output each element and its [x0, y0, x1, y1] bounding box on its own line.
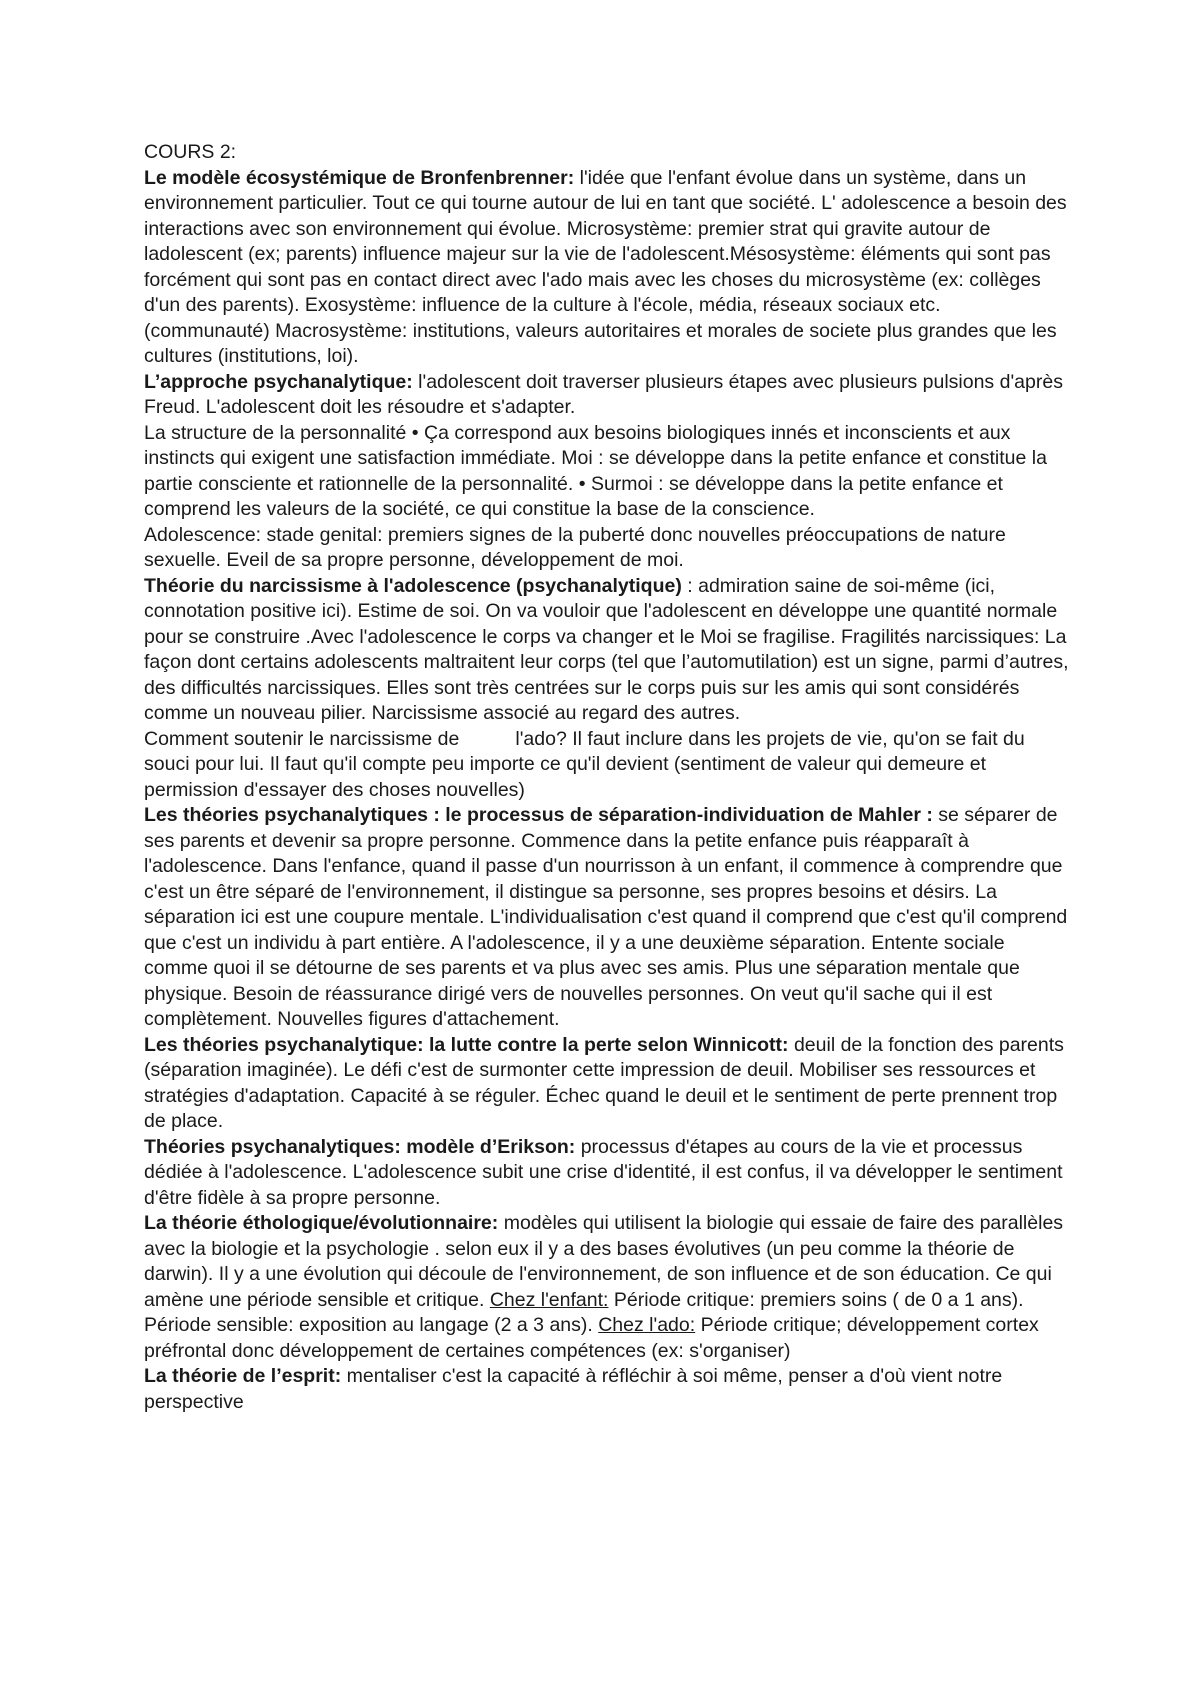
text-ethologique-2: Période critique: premiers soins ( de 0 a 1 ans). Période sensible: exposition au langage (2 a 3 ans).: [144, 1288, 1024, 1336]
paragraph-soutenir-narcissisme: [144, 727, 1069, 804]
text-winnicott: deuil de la fonction des parents (séparation imaginée). Le défi c'est de surmonter cette impression de deuil. Mobiliser ses ressources et stratégies d'adaptation. Capacité à se réguler. Échec quand le deuil et le sentiment de perte prennent trop de place.: [144, 1033, 1064, 1132]
paragraph-psychanalytique: [144, 370, 1069, 421]
heading-ethologique: La théorie éthologique/évolutionnaire:: [144, 1212, 499, 1234]
heading-theorie-esprit: La théorie de l’esprit:: [144, 1365, 342, 1387]
heading-erikson: Théories psychanalytiques: modèle d’Erikson:: [144, 1135, 576, 1158]
document-title: COURS 2:: [144, 141, 237, 163]
paragraph-erikson: [144, 1135, 1069, 1212]
heading-mahler: Les théories psychanalytiques : le processus de séparation-individuation de Mahler :: [144, 804, 933, 826]
heading-narcissisme: Théorie du narcissisme à l'adolescence (psychanalytique): [144, 574, 682, 597]
paragraph-theorie-esprit: [144, 1364, 1069, 1415]
underline-chez-enfant: Chez l'enfant:: [489, 1288, 609, 1311]
text-mahler: se séparer de ses parents et devenir sa propre personne. Commence dans la petite enfance puis réapparaît à l'adolescence. Dans l'enfance, quand il passe d'un nourrisson à un enfant, il commence à comprendre que c'est un être séparé de l'environnement, il distingue sa personne, ses propres besoins et désirs. La séparation ici est une coupure mentale. L'individualisation c'est quand il comprend que c'est qu'il comprend que c'est un individu à part entière. A l'adolescence, il y a une deuxième séparation. Entente sociale comme quoi il se détourne de ses parents et va plus avec ses amis. Plus une séparation mentale que physique. Besoin de réassurance dirigé vers de nouvelles personnes. On veut qu'il sache qui il est complètement. Nouvelles figures d'attachement.: [144, 804, 1068, 1030]
paragraph-structure-personnalite: La structure de la personnalité • Ça correspond aux besoins biologiques innés et inconscients et aux instincts qui exigent une satisfaction immédiate. Moi : se développe dans la petite enfance et constitue la partie consciente et rationnelle de la personnalité. • Surmoi : se développe dans la petite enfance et comprend les valeurs de la société, ce qui constitue la base de la conscience.: [144, 421, 1047, 520]
heading-bronfenbrenner: Le modèle écosystémique de Bronfenbrenner:: [144, 166, 575, 189]
paragraph-ethologique: [144, 1211, 1069, 1364]
document-page: [144, 140, 1069, 1415]
paragraph-winnicott: [144, 1033, 1069, 1135]
underline-chez-ado: Chez l'ado:: [598, 1314, 696, 1336]
text-bronfenbrenner: l'idée que l'enfant évolue dans un système, dans un environnement particulier. Tout ce qui tourne autour de lui en tant que société. L' adolescence a besoin des interactions avec son environnement qui évolue. Microsystème: premier strat qui gravite autour de ladolescent (ex; parents) influence majeur sur la vie de l'adolescent.Mésosystème: éléments qui sont pas forcément qui sont pas en contact direct avec l'ado mais avec les choses du microsystème (ex: collèges d'un des parents). Exosystème: influence de la culture à l'école, média, réseaux sociaux etc. (communauté) Macrosystème: institutions, valeurs autoritaires et morales de societe plus grandes que les cultures (institutions, loi).: [144, 166, 1067, 367]
heading-winnicott: Les théories psychanalytique: la lutte contre la perte selon Winnicott:: [144, 1033, 789, 1056]
text-narcissisme: : admiration saine de soi-même (ici, connotation positive ici). Estime de soi. On va vouloir que l'adolescent en développe une quantité normale pour se construire .Avec l'adolescence le corps va changer et le Moi se fragilise. Fragilités narcissiques: La façon dont certains adolescents maltraitent leur corps (tel que l’automutilation) est un signe, parmi d’autres, des difficultés narcissiques. Elles sont très centrées sur le corps puis sur les amis qui sont considérés comme un nouveau pilier. Narcissisme associé au regard des autres.: [144, 574, 1069, 724]
text-soutenir-b: l'ado? Il faut inclure dans les projets de vie, qu'on se fait du souci pour lui. Il faut qu'il compte peu importe ce qu'il devient (sentiment de valeur qui demeure et permission d'essayer des choses nouvelles): [144, 727, 1025, 801]
heading-psychanalytique: L’approche psychanalytique:: [144, 370, 413, 393]
paragraph-narcissisme: [144, 574, 1069, 727]
text-ethologique-3: Période critique; développement cortex préfrontal donc développement de certaines compétences (ex: s'organiser): [144, 1314, 1039, 1362]
text-ethologique: modèles qui utilisent la biologie qui essaie de faire des parallèles avec la biologie et la psychologie . selon eux il y a des bases évolutives (un peu comme la théorie de darwin). Il y a une évolution qui découle de l'environnement, de son influence et de son éducation. Ce qui amène une période sensible et critique.: [144, 1212, 1064, 1311]
text-psychanalytique: l'adolescent doit traverser plusieurs étapes avec plusieurs pulsions d'après Freud. L'adolescent doit les résoudre et s'adapter.: [144, 370, 1063, 418]
text-soutenir-a: Comment soutenir le narcissisme de: [144, 727, 460, 750]
text-erikson: processus d'étapes au cours de la vie et processus dédiée à l'adolescence. L'adolescence subit une crise d'identité, il est confus, il va développer le sentiment d'être fidèle à sa propre personne.: [144, 1135, 1063, 1209]
paragraph-adolescence: Adolescence: stade genital: premiers signes de la puberté donc nouvelles préoccupations de nature sexuelle. Eveil de sa propre personne, développement de moi.: [144, 523, 1006, 571]
paragraph-bronfenbrenner: [144, 166, 1069, 370]
text-theorie-esprit: mentaliser c'est la capacité à réfléchir à soi même, penser a d'où vient notre perspective: [144, 1365, 1003, 1413]
paragraph-mahler: [144, 803, 1069, 1033]
